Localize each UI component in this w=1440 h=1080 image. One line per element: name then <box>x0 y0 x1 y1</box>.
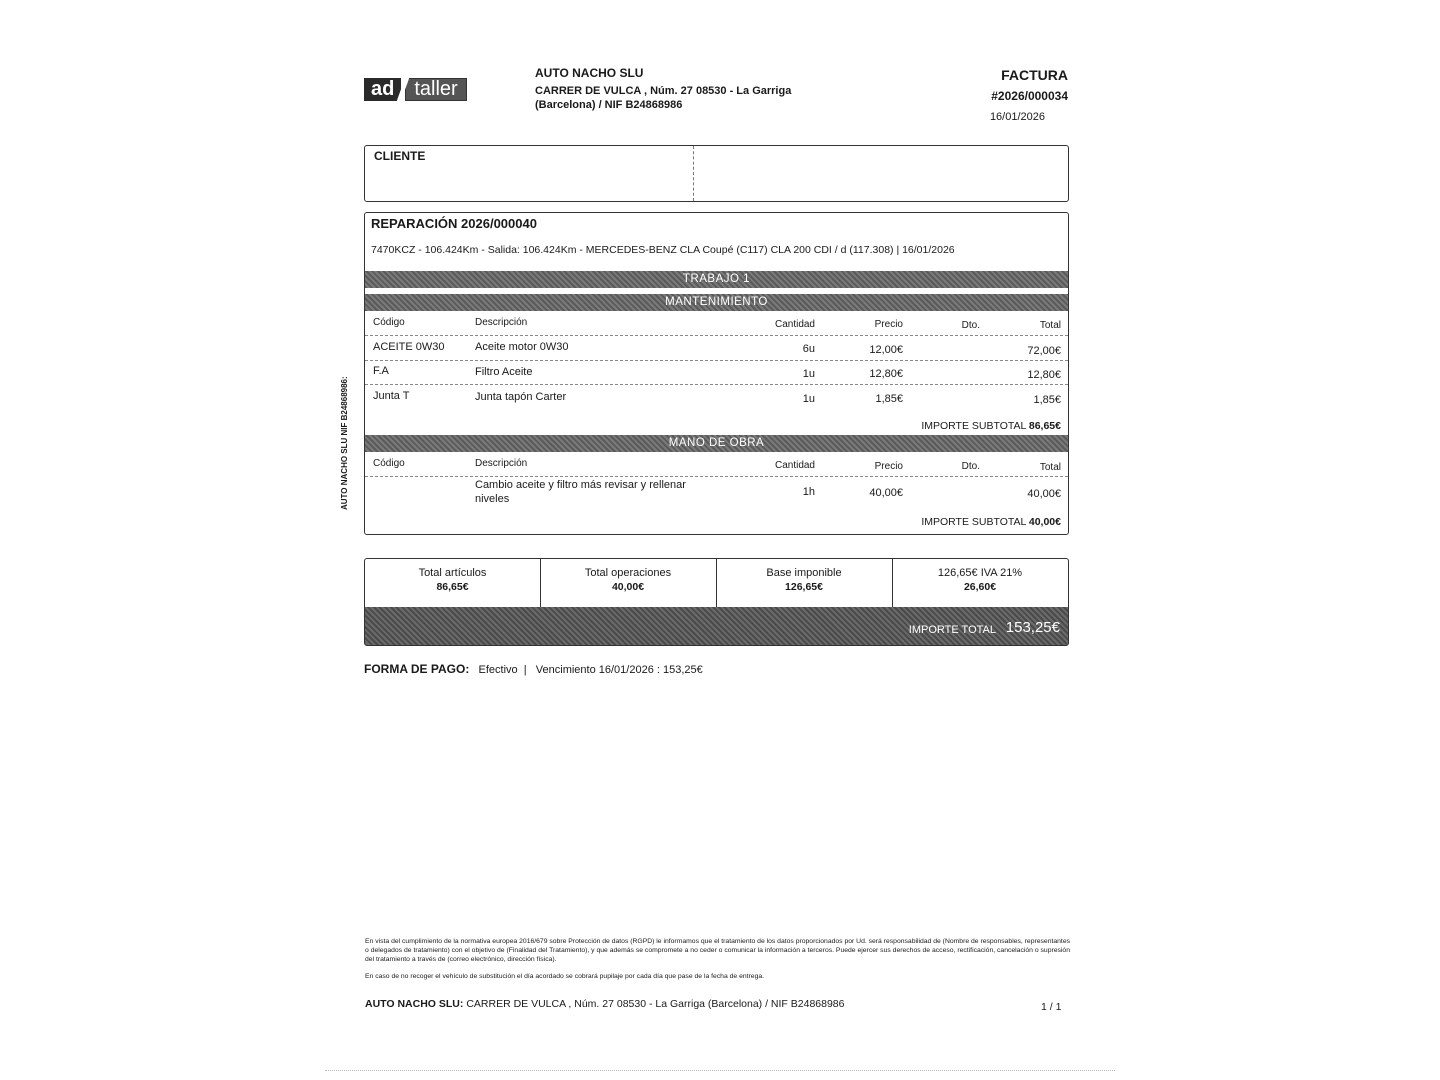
grand-total-value: 153,25€ <box>1005 619 1060 636</box>
footer-company: AUTO NACHO SLU: <box>365 998 464 1010</box>
table-cell-qty: 1u <box>802 368 815 380</box>
invoice-date: 16/01/2026 <box>989 111 1045 123</box>
job-band: TRABAJO 1 <box>365 271 1068 288</box>
company-address: CARRER DE VULCA , Núm. 27 08530 - La Garriga (Barcelona) / NIF B24868986 <box>535 85 792 111</box>
table-cell-total: 72,00€ <box>1027 345 1061 357</box>
side-company-nif: AUTO NACHO SLU NIF B24868986: <box>340 376 349 510</box>
col-disc: Dto. <box>961 320 980 331</box>
table-cell-desc: Filtro Aceite <box>475 366 533 378</box>
table-cell-desc: Aceite motor 0W30 <box>475 341 569 353</box>
footer <box>365 998 845 1010</box>
table-cell-code: ACEITE 0W30 <box>373 341 445 353</box>
table-cell-qty: 6u <box>802 343 815 355</box>
table-cell-price: 12,80€ <box>869 368 903 380</box>
col-code: Código <box>373 458 405 469</box>
payment-label: FORMA DE PAGO: <box>364 662 470 676</box>
table-cell-total: 1,85€ <box>1033 394 1061 406</box>
table-cell-price: 12,00€ <box>869 344 903 356</box>
table-cell-qty: 1h <box>802 486 815 498</box>
col-qty: Cantidad <box>774 319 815 330</box>
table-cell-price: 1,85€ <box>875 393 903 405</box>
repair-description: 7470KCZ - 106.424Km - Salida: 106.424Km - MERCEDES-BENZ CLA Coupé (C117) CLA 200 CDI / d (117.308) | 16/01/2026 <box>371 244 955 256</box>
logo-ad-text: ad <box>364 78 401 101</box>
col-price: Precio <box>874 319 903 330</box>
payment-method: Efectivo <box>478 664 518 676</box>
labor-subtotal: IMPORTE SUBTOTAL 40,00€ <box>921 516 1061 528</box>
tax-base: Base imponible 126,65€ <box>766 567 842 593</box>
page-number: 1 / 1 <box>1041 1001 1062 1013</box>
col-price: Precio <box>874 461 903 472</box>
table-cell-total: 12,80€ <box>1027 369 1061 381</box>
table-cell-total: 40,00€ <box>1027 488 1061 500</box>
labor-band: MANO DE OBRA <box>365 435 1068 452</box>
grand-total-label: IMPORTE TOTAL <box>908 624 996 636</box>
payment-info: FORMA DE PAGO: Efectivo | Vencimiento 16/01/2026 : 153,25€ <box>364 662 703 676</box>
repair-box <box>364 212 1069 535</box>
col-desc: Descripción <box>475 317 528 328</box>
repair-title: REPARACIÓN 2026/000040 <box>371 216 537 231</box>
client-box <box>364 145 1069 202</box>
col-total: Total <box>1039 320 1061 331</box>
invoice-title: FACTURA <box>1001 67 1068 83</box>
grand-total <box>365 607 1068 645</box>
logo-taller-text: taller <box>405 78 466 101</box>
totals-box <box>364 558 1069 646</box>
table-cell-code: Junta T <box>373 390 410 402</box>
taller-logo <box>364 78 467 101</box>
total-articles: Total artículos 86,65€ <box>418 567 487 593</box>
client-label: CLIENTE <box>374 149 426 163</box>
labor-subtotal-value: 40,00€ <box>1028 516 1061 528</box>
table-cell-qty: 1u <box>802 393 815 405</box>
table-cell-price: 40,00€ <box>869 487 903 499</box>
total-operations: Total operaciones 40,00€ <box>584 567 672 593</box>
footer-address: CARRER DE VULCA , Núm. 27 08530 - La Garriga (Barcelona) / NIF B24868986 <box>466 998 845 1010</box>
legal-privacy: En vista del cumplimiento de la normativa europea 2016/679 sobre Protección de datos (RGPD) le informamos que el tratamiento de los datos proporcionados por Ud. será responsabilidad de (Nombre de responsables, representantes o delegados de tratamiento) con el objetivo de (Finalidad del Tratamiento), y que además se compromete a no ceder o comunicar la información a terceros. Puede ejercer sus derechos de acceso, rectificación, cancelación o supresión del tratamiento a través de (correo electrónico, dirección física). <box>365 938 1071 963</box>
col-total: Total <box>1039 462 1061 473</box>
table-cell-desc: Junta tapón Carter <box>475 391 567 403</box>
payment-due: Vencimiento 16/01/2026 : 153,25€ <box>535 664 703 676</box>
maintenance-band: MANTENIMIENTO <box>365 294 1068 311</box>
legal-vehicle: En caso de no recoger el vehículo de substitución el día acordado se cobrará pupilaje por cada día que pase de la fecha de entrega. <box>365 973 765 980</box>
invoice-number: #2026/000034 <box>991 89 1068 103</box>
table-cell-code: F.A <box>373 365 389 377</box>
maintenance-subtotal-value: 86,65€ <box>1028 420 1061 432</box>
maintenance-subtotal: IMPORTE SUBTOTAL 86,65€ <box>921 420 1061 432</box>
vat-amount: 126,65€ IVA 21% 26,60€ <box>937 567 1023 593</box>
company-name: AUTO NACHO SLU <box>535 66 644 80</box>
col-qty: Cantidad <box>774 460 815 471</box>
col-desc: Descripción <box>475 458 528 469</box>
col-disc: Dto. <box>961 461 980 472</box>
col-code: Código <box>373 317 405 328</box>
table-cell-desc: Cambio aceite y filtro más revisar y rellenar niveles <box>475 479 686 505</box>
